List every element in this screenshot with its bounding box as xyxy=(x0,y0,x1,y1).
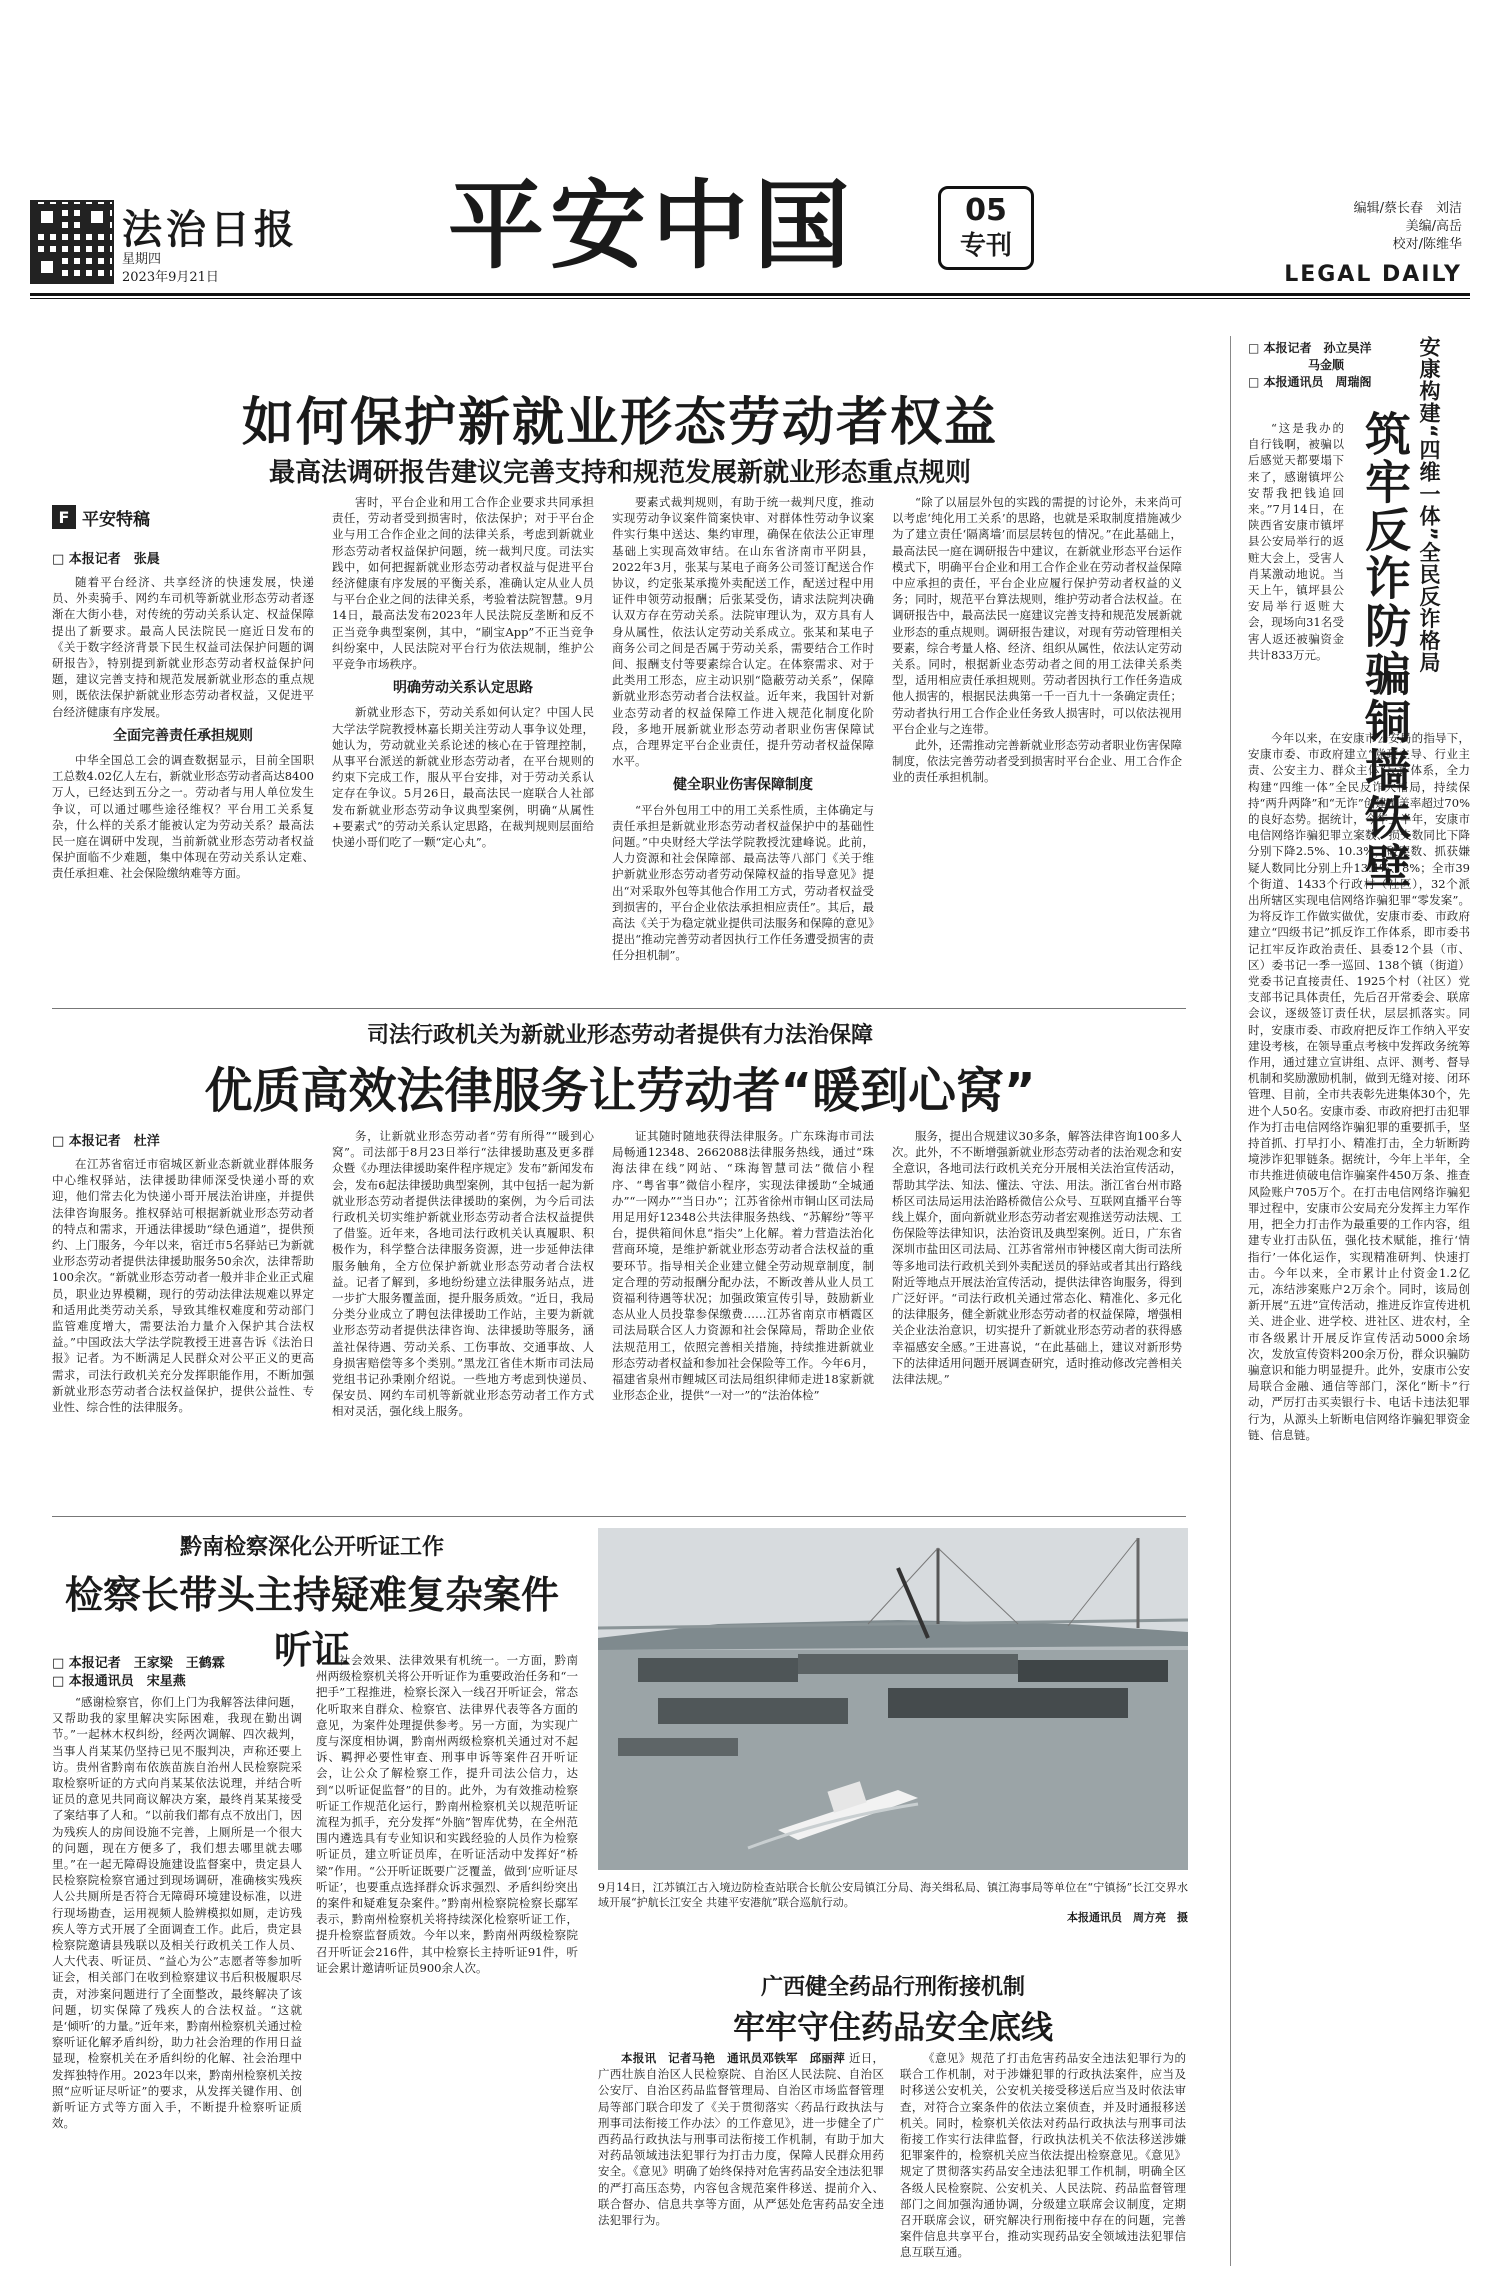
article3-column-2 xyxy=(316,1652,578,2266)
paragraph: “感谢检察官，你们上门为我解答法律问题，又帮助我的家里解决实际困难，我现在勤出调节。”一起林木权纠纷，经两次调解、四次裁判，当事人肖某某仍坚持已见不服判决，声称还要上访。贵州省黔南布依族苗族自治州人民检察院采取检察听证的方式向肖某某依法说理，并结合听证员的意见共同商议解决方案，最终肖某某接受了案结事了人和。“以前我们都有点不放出门，因为残疾人的房间设施不完善，上厕所是一个很大的问题，现在方便多了，我们想去哪里就去哪里。”在一起无障碍设施建设监督案中，贵定县人民检察院检察官通过到现场调研，准确核实残疾人公共厕所是否符合无障碍环境建设标准，以进行现场勘查，运用视频人脸辨模拟如厕，走访残疾人等方式开展了全面调查工作。此后，贵定县检察院邀请县残联以及相关行政机关工作人员、人大代表、听证员、“益心为公”志愿者等参加听证会，相关部门在收到检察建议书后积极履职尽责，对涉案问题进行了全面整改，最终解决了该问题，切实保障了残疾人的合法权益。“这就是‘倾听’的力量。”近年来，黔南州检察机关通过检察听证化解矛盾纠纷，助力社会治理的作用日益显现，检察机关在矛盾纠纷的化解、社会治理中发挥独特作用。2023年以来，黔南州检察机关按照“应听证尽听证”的要求，从发挥关键作用、创新听证方式等方面入手，不断提升检察听证质效。 xyxy=(52,1695,302,2131)
paragraph: “除了以届层外包的实践的需提的讨论外，未来尚可以考虑‘纯化用工关系’的思路，也就是采取制度措施减少为了建立责任‘隔离墙’而层层转包的情况。”在此基础上，最高法民一庭在调研报告中建议，在新就业形态平台运作模式下，明确平台企业和用工合作企业在劳动者权益保障中应承担的责任，平台企业应履行保护劳动者权益的义务；同时，规范平台算法规则，维护劳动者合法权益。在调研报告中，最高法民一庭建议完善支持和规范发展新就业形态的重点规则。调研报告建议，对现有劳动管理相关要素，综合考量人格、经济、组织从属性，依法认定劳动关系。同时，根据新业态劳动者之间的用工法律关系类型，适用相应责任承担规则。劳动者因执行工作任务造成他人损害的，根据民法典第一千一百九十一条确定责任；劳动者执行用工合作企业任务致人损害时，可以依法视用平台企业与之连带。 xyxy=(892,495,1182,736)
article1-column-4 xyxy=(892,494,1182,996)
page-type: 专刊 xyxy=(959,231,1012,261)
paragraph xyxy=(598,2050,884,2228)
sidebar-kicker: 安康构建“四维一体”全民反诈格局 xyxy=(1417,336,1441,674)
qr-code xyxy=(30,200,114,284)
byline-line: 马金顺 xyxy=(1308,358,1345,372)
qr-finder-icon xyxy=(36,256,58,278)
news-photo xyxy=(598,1528,1188,1870)
paragraph: 中华全国总工会的调查数据显示，目前全国职工总数4.02亿人左右，新就业形态劳动者高达8400万人，已经达到五分之一。劳动者与用人单位发生争议，可以通过哪些途径维权？平台用工关系复杂，什么样的关系才能被认定为劳动关系？最高法民一庭在调研中发现，当前新就业形态劳动者权益保护面临不少难题，集中体现在劳动关系认定难、责任承担难、社会保险缴纳难等方面。 xyxy=(52,753,314,881)
english-name: LEGAL DAILY xyxy=(1284,262,1462,287)
paragraph: 服务，提出合规建议30多条，解答法律咨询100多人次。此外，不不断增强新就业形态劳动者的法治观念和安全意识，各地司法行政机关充分开展相关法治宣传活动，帮助其学法、知法、懂法、守法、用法。浙江省台州市路桥区司法局运用法治路桥微信公众号、互联网直播平台等线上媒介，面向新就业形态劳动者宏观推送劳动法规、工伤保险等法律知识，法治资讯及典型案例。近日，广东省深圳市盐田区司法局、江苏省常州市钟楼区南大街司法所等多地司法行政机关到外卖配送员的驿站或者其出行路线附近等地点开展法治宣传活动，提供法律咨询服务，得到广泛好评。“司法行政机关通过常态化、精准化、多元化的法律服务，健全新就业形态劳动者的权益保障，增强相关企业法治意识，切实提升了新就业形态劳动者的获得感幸福感安全感。”王进喜说，“在此基础上，建议对新形势下的法律适用问题开展调查研究，适时推动修改完善相关法律法规。” xyxy=(892,1129,1182,1387)
article3-kicker: 黔南检察深化公开听证工作 xyxy=(179,1535,444,1560)
article1-byline: □ 本报记者 张晨 xyxy=(52,552,160,567)
byline-line: □ 本报记者 孙立昊洋 xyxy=(1248,341,1372,355)
feature-badge xyxy=(52,503,150,531)
paragraph: 此外，还需推动完善新就业形态劳动者职业伤害保障制度，依法完善劳动者受到损害时平台企业、用工合作企业的责任承担机制。 xyxy=(892,738,1182,785)
paragraph: 证其随时随地获得法律服务。广东珠海市司法局畅通12348、2662088法律服务热线，通过“珠海法律在线”网站、“珠海智慧司法”微信小程序、“粤省事”微信小程序，实现法律援助“全城通办”“一网办”“当日办”；江苏省徐州市铜山区司法局用足用好12348公共法律服务热线、“苏解纷”等平台，提供箱间休息“指尖”上化解。着力营造法治化营商环境，是维护新就业形态劳动者合法权益的重要环节。指导相关企业建立健全劳动规章制度，制定合理的劳动报酬分配办法，不断改善从业人员工资福利待遇等状况；加强政策宣传引导，鼓励新业态从业人员投靠参保缴费……江苏省南京市栖霞区司法局联合区人力资源和社会保障局，帮助企业依法规范用工，依照完善相关措施，持续推进新就业形态劳动者权益和参加社会保险等工作。今年6月，福建省泉州市鲤城区司法局组织律师走进18家新就业形态企业，提供“一对一”的“法治体检” xyxy=(612,1129,874,1403)
section-divider xyxy=(52,1008,1186,1009)
paragraph: 在江苏省宿迁市宿城区新业态新就业群体服务中心维权驿站，法律援助律师深受快递小哥的欢迎，他们常去化为快递小哥开展法治讲座，并提供法律咨询服务。推权驿站可根据新就业形态劳动者的特点和需求，开通法律援助“绿色通道”，提供预约、上门服务，今年以来，宿迁市5名驿站已为新就业形态劳动者提供法律援助服务50余次，法律帮助100余次。“新就业形态劳动者一般并非企业正式雇员，职业边界模糊，现行的劳动法律法规难以界定和适用此类劳动关系，导致其维权难度和劳动部门监管难度增大，需要法治力量介入保护其合法权益。”中国政法大学法学院教授王进喜告诉《法治日报》记者。为不断满足人民群众对公平正义的更高需求，司法行政机关充分发挥职能作用，不断加强新就业形态劳动者合法权益保护，提供公益性、专业性、综合性的法律服务。 xyxy=(52,1157,314,1415)
article4-column-1 xyxy=(598,2050,884,2266)
photo-caption-text: 9月14日，江苏镇江古入境边防检查站联合长航公安局镇江分局、海关缉私局、镇江海事局等单位在“宁镇扬”长江交界水域开展“护航长江安全 共建平安港航”联合巡航行动。 xyxy=(598,1881,1188,1909)
editor-line: 编辑/蔡长春 刘洁 xyxy=(1353,201,1462,216)
page-number-box xyxy=(938,186,1034,270)
paragraph: 务，让新就业形态劳动者“劳有所得”“暖到心窝”。司法部于8月23日举行“法律援助惠及更多群众暨《办理法律援助案件程序规定》发布”新闻发布会，发布6起法律援助典型案例，其中包括一起为新就业形态劳动者提供法律援助的案例，为今后司法行政机关切实维护新就业形态劳动者合法权益提供了借鉴。近年来，各地司法行政机关认真履职、积极作为，科学整合法律服务资源，进一步延伸法律服务触角，全方位保护新就业形态劳动者合法权益。记者了解到，多地纷纷建立法律服务站点，进一步扩大服务覆盖面，提升服务质效。“近日，我局分类分业成立了聘包法律援助工作站，主要为新就业形态劳动者提供法律咨询、法律援助等服务，涵盖社保待遇、劳动关系、工伤事故、交通事故、人身损害赔偿等多个类别。”黑龙江省佳木斯市司法局党组书记孙秉刚介绍说。一些地方考虑到快递员、保安员、网约车司机等新就业形态劳动者工作方式相对灵活，强化线上服务。 xyxy=(332,1129,594,1419)
paragraph: 要素式裁判规则，有助于统一裁判尺度，推动实现劳动争议案件简案快审、对群体性劳动争议案件实行集中送达、集约审理，确保在依法公正审理基础上实现高效审结。在山东省济南市平阴县，2022年3月，张某与某电子商务公司签订配送合作协议，约定张某承揽外卖配送工作，配送过程中用证件申领劳动报酬；后张某受伤，请求法院判决确认双方存在劳动关系。法院审理认为，双方具有人身从属性，依法认定劳动关系成立。张某和某电子商务公司之间是否属于劳动关系，需要结合工作时间、报酬支付等要素综合认定。在体察需求、对于此类用工形态，应主动识别“隐蔽劳动关系”，保障新就业形态劳动者合法权益。近年来，我国针对新业态劳动者的权益保障工作进入规范化制度化阶段，多地开展新就业形态劳动者职业伤害保障试点，合理界定平台企业责任，提升劳动者权益保障水平。 xyxy=(612,495,874,769)
paragraph: 今年以来，在安康市公安局的指导下，安康市委、市政府建立“党政主导、行业主责、公安主力、群众主体”反诈体系，全力构建“四维一体”全民反诈大格局，持续保持“两升两降”和“无诈”创建覆盖率超过70%的良好态势。据统计，今年上半年，安康市电信网络诈骗犯罪立案数、损失数同比下降分别下降2.5%、10.3%，破案数、抓获嫌疑人数同比分别上升13.4%、8%；全市39个街道、1433个行政村（社区），32个派出所辖区实现电信网络诈骗犯罪“零发案”。为将反诈工作做实做优，安康市委、市政府建立“四级书记”抓反诈工作体系，即市委书记扛牢反诈政治责任、县委12个县（市、区）委书记一季一巡回、138个镇（街道）党委书记直接责任、1925个村（社区）党支部书记具体责任，先后召开常委会、联席会议，逐级签订责任状，层层抓落实。同时，安康市委、市政府把反诈工作纳入平安建设考核，在领导重点考核中发挥政务统筹作用，通过建立宣讲组、点评、测考、督导机制和奖励激励机制，做到无缝对接、闭环管理、目前，全市共表彰先进集体30个，先进个人50名。安康市委、市政府把打击犯罪作为打击电信网络诈骗犯罪的重要抓手，坚持首抓、打早打小、精准打击，全力斩断跨境涉诈犯罪链条。据统计，今年上半年，全市共推进侦破电信诈骗案件450万条、推查风险账户705万个。在打击电信网络诈骗犯罪过程中，安康市公安局充分发挥主力军作用，把全力打击作为最重要的工作内容，组建专业打击队伍，强化技术赋能，推行‘情指行’一体化运作，实现精准研判、快速打击。今年以来，全市累计止付资金1.2亿元，冻结涉案账户2万余个。同时，该局创新开展“五进”宣传活动，推进反诈宣传进机关、进企业、进学校、进社区、进农村，全市各级累计开展反诈宣传活动5000余场次，发放宣传资料200余万份，群众识骗防骗意识和能力明显提升。此外，安康市公安局联合金融、通信等部门，深化“断卡”行动，严厉打击买卖银行卡、电话卡违法犯罪行为，从源头上斩断电信网络诈骗犯罪资金链、信息链。 xyxy=(1248,731,1470,1442)
article2-title: 优质高效法律服务让劳动者“暖到心窝” xyxy=(204,1063,1036,1119)
river-patrol-photo xyxy=(598,1528,1188,1870)
article2-column-2 xyxy=(332,1128,594,1506)
article4-kicker: 广西健全药品行刑衔接机制 xyxy=(760,1975,1025,2000)
article1-title: 如何保护新就业形态劳动者权益 xyxy=(241,393,998,453)
article4-title: 牢牢守住药品安全底线 xyxy=(732,2008,1053,2046)
article4-column-2 xyxy=(900,2050,1186,2266)
article2-byline: □ 本报记者 杜洋 xyxy=(52,1134,160,1149)
editor-line: 美编/高岳 xyxy=(1405,219,1462,234)
article2-column-1 xyxy=(52,1156,314,1506)
article1-column-3 xyxy=(612,494,874,996)
sidebar-byline xyxy=(1248,340,1372,391)
photo-caption xyxy=(598,1880,1188,1925)
article1-subhead: 健全职业伤害保障制度 xyxy=(673,777,813,794)
newspaper-logo: 法治日报 xyxy=(122,206,298,253)
article1-subhead: 全面完善责任承担规则 xyxy=(113,727,253,744)
paragraph: “这是我办的自行钱啊，被骗以后感觉天都要塌下来了，感谢镇坪公安帮我把钱追回来。”7月14日，在陕西省安康市镇坪县公安局举行的返赃大会上，受害人肖某激动地说。当天上午，镇坪县公安局举行返赃大会，现场向31名受害人返还被骗资金共计833万元。 xyxy=(1248,421,1344,662)
editor-line: 校对/陈维华 xyxy=(1392,237,1462,252)
article2-column-3 xyxy=(612,1128,874,1506)
paragraph: 随着平台经济、共享经济的快速发展，快递员、外卖骑手、网约车司机等新就业形态劳动者逐渐在大街小巷，对传统的劳动关系认定、权益保障提出了新要求。最高人民法院民一庭近日发布的《关于数字经济背景下民生权益司法保护问题的调研报告》，特别提到新就业形态劳动者权益保护问题，建议完善支持和规范发展新就业形态的重点规则，既依法保护新就业形态劳动者权益，又促进平台经济健康有序发展。 xyxy=(52,575,314,719)
article1-column-2 xyxy=(332,494,594,996)
paragraph-text: 近日，广西壮族自治区人民检察院、自治区人民法院、自治区公安厅、自治区药品监督管理局、自治区市场监督管理局等部门联合印发了《关于贯彻落实〈药品行政执法与刑事司法衔接工作办法〉的工作意见》，进一步健全了广西药品行政执法与刑事司法衔接工作机制，有助于加大对药品领域违法犯罪行为打击力度，保障人民群众用药安全。《意见》明确了始终保持对危害药品安全违法犯罪的严打高压态势，内容包含规范案件移送、提前介入、联合督办、信息共享等方面，从严惩处危害药品安全违法犯罪行为。 xyxy=(598,2051,884,2228)
article3-title: 检察长带头主持疑难复杂案件听证 xyxy=(64,1573,559,1672)
masthead-rule xyxy=(30,298,1470,299)
byline-line: □ 本报通讯员 周瑞阁 xyxy=(1248,375,1372,389)
paragraph: 《意见》规范了打击危害药品安全违法犯罪行为的联合工作机制，对于涉嫌犯罪的行政执法案件，应当及时移送公安机关，公安机关接受移送后应当及时依法审查，对符合立案条件的依法立案侦查，并及时通报移送机关。同时，检察机关依法对药品行政执法与刑事司法衔接工作实行法律监督，行政执法机关不依法移送涉嫌犯罪案件的，检察机关应当依法提出检察意见。《意见》规定了贯彻落实药品安全违法犯罪工作机制，明确全区各级人民检察院、公安机关、人民法院、药品监督管理部门之间加强沟通协调，分级建立联席会议制度，定期召开联席会议，研究解决行刑衔接中存在的问题，完善案件信息共享平台，推动实现药品安全领域违法犯罪信息互联互通。 xyxy=(900,2051,1186,2260)
article2-column-4 xyxy=(892,1128,1182,1506)
article2-kicker: 司法行政机关为新就业形态劳动者提供有力法治保障 xyxy=(366,1023,873,1048)
page-number: 05 xyxy=(965,193,1007,228)
article3-byline: □ 本报记者 王家梁 王鹤霖 xyxy=(52,1656,225,1671)
photo-credit: 本报通讯员 周方亮 摄 xyxy=(1067,1911,1188,1924)
article4-byline: 本报讯 记者马艳 通讯员邓铁军 邱丽萍 xyxy=(621,2051,845,2065)
paragraph: 新就业形态下，劳动关系如何认定？中国人民大学法学院教授林嘉长期关注劳动人事争议处理，她认为，劳动就业关系论述的核心在于管理控制，从事平台派送的新就业形态劳动者，在平台规则的约束下完成工作，服从平台安排，对于劳动关系认定存在争议。5月26日，最高法民一庭联合人社部发布新就业形态劳动争议典型案例，明确“从属性+要素式”的劳动关系认定思路，在裁判规则层面给快递小哥们吃了一颗“定心丸”。 xyxy=(332,705,594,850)
sidebar-title: 筑牢反诈防骗铜墙铁壁 xyxy=(1358,410,1412,890)
article1-column-1 xyxy=(52,574,314,996)
section-title: 平安中国 xyxy=(448,170,856,282)
publication-weekday: 星期四 xyxy=(122,252,162,267)
article3-column-1 xyxy=(52,1694,302,2266)
qr-finder-icon xyxy=(86,206,108,228)
masthead-rule xyxy=(30,293,1470,296)
sidebar-body xyxy=(1248,730,1470,2266)
paragraph: 社会效果、法律效果有机统一。一方面，黔南州两级检察机关将公开听证作为重要政治任务和“一把手”工程推进，检察长深入一线召开听证会，常态化听取来自群众、检察官、法律界代表等各方面的意见，为案件处理提供参考。另一方面，为实现广度与深度相协调，黔南州两级检察机关通过对不起诉、羁押必要性审查、刑事申诉等案件召开听证会，让公众了解检察工作，提升司法公信力，达到“以听证促监督”的目的。此外，为有效推动检察听证工作规范化运行，黔南州检察机关以规范听证流程为抓手，充分发挥“外脑”智库优势，在全州范围内遴选具有专业知识和实践经验的人员作为检察听证员，建立听证员库，在听证活动中发挥好“桥梁”作用。“公开听证既要广泛覆盖，做到‘应听证尽听证’，也要重点选择群众诉求强烈、矛盾纠纷突出的案件和疑难复杂案件。”黔南州检察院检察长鄢军表示，黔南州检察机关将持续深化检察听证工作，提升检察监督质效。今年以来，黔南州两级检察院召开听证会216件，其中检察长主持听证91件，听证会累计邀请听证员900余人次。 xyxy=(316,1653,578,1975)
sidebar-intro xyxy=(1248,420,1344,720)
publication-date: 2023年9月21日 xyxy=(122,270,219,285)
qr-finder-icon xyxy=(36,206,58,228)
feature-badge-label: 平安特稿 xyxy=(82,509,150,530)
editor-credits xyxy=(1354,200,1462,254)
column-divider xyxy=(1230,336,1231,2266)
paragraph: “平台外包用工中的用工关系性质，主体确定与责任承担是新就业形态劳动者权益保护中的基础性问题。”中央财经大学法学院教授沈建峰说。此前，人力资源和社会保障部、最高法等八部门《关于维护新就业形态劳动者劳动保障权益的指导意见》提出“对采取外包等其他合作用工方式，劳动者权益受到损害的，平台企业依法承担相应责任”。其后，最高法《关于为稳定就业提供司法服务和保障的意见》提出“推动完善劳动者因执行工作任务遭受损害的责任分担机制”。 xyxy=(612,802,874,963)
article3-byline: □ 本报通讯员 宋星燕 xyxy=(52,1674,186,1689)
section-divider xyxy=(52,1516,1186,1517)
article1-subtitle: 最高法调研报告建议完善支持和规范发展新就业形态重点规则 xyxy=(268,458,971,488)
paragraph: 害时，平台企业和用工合作企业要求共同承担责任，劳动者受到损害时，依法保护；对于平台企业与用工合作企业之间的法律关系，考虑到新就业形态劳动者权益保护问题，统一裁判尺度。司法实践中，如何把握新就业形态劳动者权益与促进平台经济健康有序发展的平衡关系，准确认定从业人员与平台企业之间的法律关系，考验着法院智慧。9月14日，最高法发布2023年人民法院反垄断和反不正当竞争典型案例，其中，“刷宝App”不正当竞争纠纷案中，人民法院对平台行为依法规制，维护公平竞争市场秩序。 xyxy=(332,495,594,672)
feature-logo-icon: F xyxy=(52,505,76,529)
article1-subhead: 明确劳动关系认定思路 xyxy=(393,680,533,697)
